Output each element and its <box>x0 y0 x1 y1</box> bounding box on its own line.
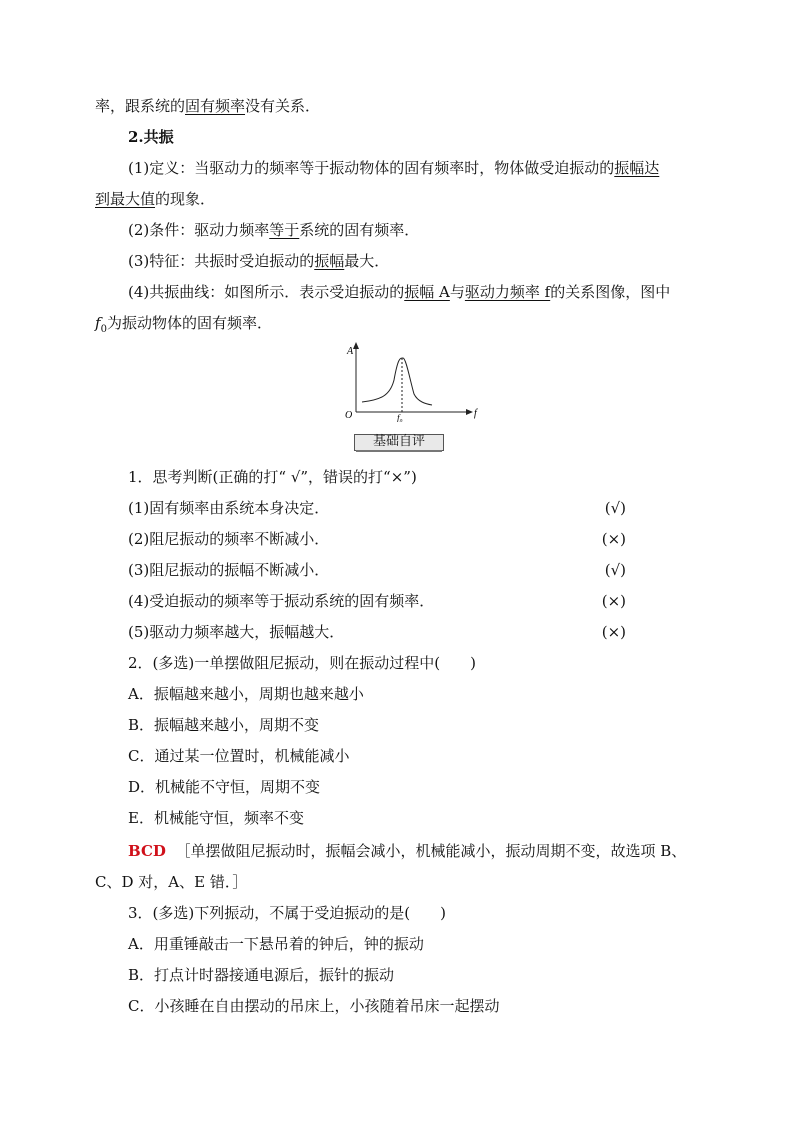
line-condition: (2)条件：驱动力频率等于系统的固有频率． <box>128 221 420 239</box>
line-definition-cont: 到最大值的现象． <box>95 190 216 208</box>
q1-item: (5)驱动力频率越大，振幅越大． (×) <box>128 623 626 641</box>
q3-option: A．用重锤敲击一下悬吊着的钟后，钟的振动 <box>128 935 424 953</box>
q3-title: 3．(多选)下列振动，不属于受迫振动的是( ) <box>128 904 446 922</box>
q3-option: B．打点计时器接通电源后，振针的振动 <box>128 966 395 984</box>
q2-answer-line <box>128 841 686 861</box>
q1-item: (3)阻尼振动的振幅不断减小． (√) <box>128 561 626 579</box>
q2-title: 2．(多选)一单摆做阻尼振动，则在振动过程中( ) <box>128 654 476 672</box>
q2-option: E．机械能守恒，频率不变 <box>128 809 304 827</box>
q1-item: (1)固有频率由系统本身决定． (√) <box>128 499 626 517</box>
section-banner <box>354 432 444 452</box>
x-axis-label: f <box>474 408 477 419</box>
line-curve: (4)共振曲线：如图所示．表示受迫振动的振幅 A与驱动力频率 f的关系图像，图中 <box>128 283 671 301</box>
line-definition: (1)定义：当驱动力的频率等于振动物体的固有频率时，物体做受迫振动的振幅达 <box>128 159 660 177</box>
y-axis-label: A <box>347 346 354 357</box>
underline-natural-frequency: 固有频率 <box>185 97 246 115</box>
resonance-curve <box>362 358 432 405</box>
y-axis-arrow <box>353 342 359 349</box>
answer-mark: (×) <box>601 592 626 610</box>
q1-item: (2)阻尼振动的频率不断减小． (×) <box>128 530 626 548</box>
q2-option: D．机械能不守恒，周期不变 <box>128 778 321 796</box>
q2-explanation: ［单摆做阻尼振动时，振幅会减小，机械能减小，振动周期不变，故选项 B、 <box>175 842 687 860</box>
peak-frequency-label: f₀ <box>397 413 403 422</box>
section-heading-resonance: 2.共振 <box>128 128 174 146</box>
banner-label: 基础自评 <box>372 434 425 449</box>
answer-mark: (√) <box>604 499 626 517</box>
answer-mark: (×) <box>601 530 626 548</box>
line-curve-cont: $f_0$为振动物体的固有频率． <box>95 314 272 335</box>
q2-option: B．振幅越来越小，周期不变 <box>128 716 320 734</box>
resonance-curve-figure <box>340 340 480 422</box>
q2-option: C．通过某一位置时，机械能减小 <box>128 747 350 765</box>
answer-mark: (√) <box>604 561 626 579</box>
q1-item: (4)受迫振动的频率等于振动系统的固有频率． (×) <box>128 592 626 610</box>
q2-answer: BCD <box>128 842 166 860</box>
q3-option: C．小孩睡在自由摆动的吊床上，小孩随着吊床一起摆动 <box>128 997 500 1015</box>
line-feature: (3)特征：共振时受迫振动的振幅最大． <box>128 252 390 270</box>
q1-title: 1．思考判断(正确的打“ √”，错误的打“×”) <box>128 468 417 486</box>
x-axis-arrow <box>466 409 473 415</box>
q2-explanation-cont: C、D 对，A、E 错．］ <box>95 873 248 891</box>
q2-option: A．振幅越来越小，周期也越来越小 <box>128 685 364 703</box>
answer-mark: (×) <box>601 623 626 641</box>
origin-label: O <box>345 410 353 421</box>
line-p1: 率，跟系统的固有频率没有关系． <box>95 97 321 115</box>
